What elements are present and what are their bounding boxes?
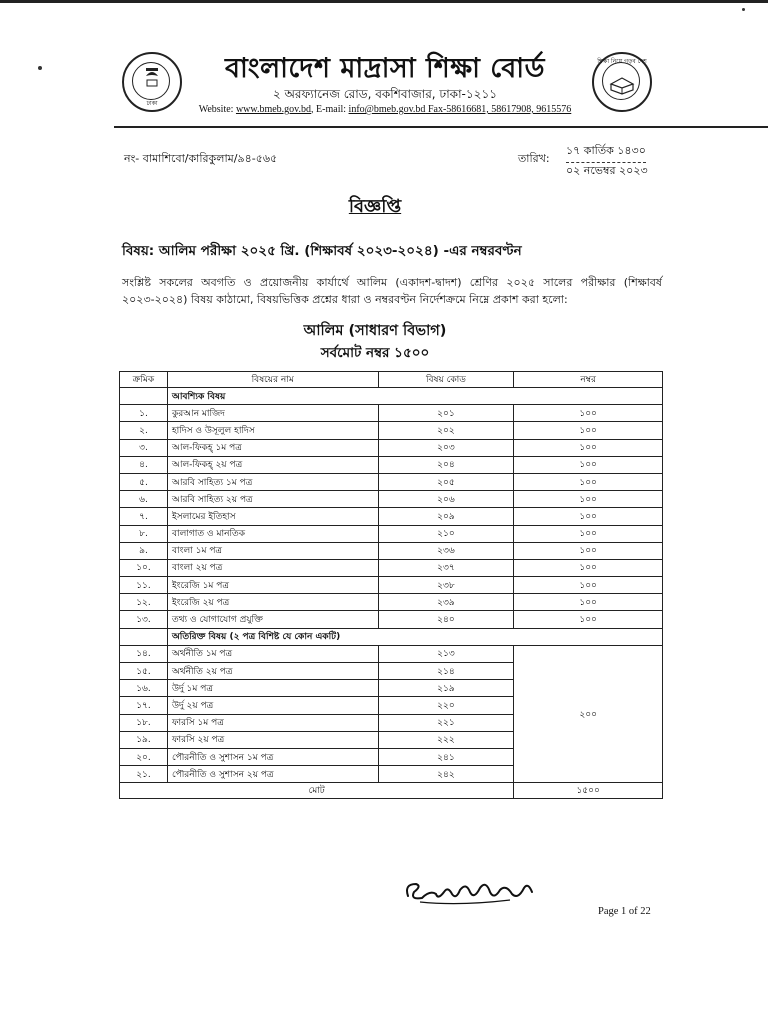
row-serial: ১৮.: [120, 714, 168, 731]
table-row: [120, 456, 663, 473]
row-subject: ইংরেজি ২য় পত্র: [167, 594, 378, 611]
row-code: ২২১: [378, 714, 514, 731]
row-subject: উর্দু ১ম পত্র: [167, 680, 378, 697]
row-marks: ১০০: [514, 594, 663, 611]
group-row-optional: [120, 628, 663, 645]
table-row: [120, 525, 663, 542]
row-subject: অর্থনীতি ২য় পত্র: [167, 663, 378, 680]
row-serial: ২১.: [120, 766, 168, 783]
row-marks: ১০০: [514, 525, 663, 542]
right-seal-text: শিক্ষা নিয়ে গড়ব দেশ: [597, 58, 647, 65]
row-code: ২০২: [378, 422, 514, 439]
row-code: ২৪০: [378, 611, 514, 628]
table-row: [120, 422, 663, 439]
total-row: [120, 783, 663, 799]
header-marks: নম্বর: [514, 372, 663, 388]
row-code: ২১৩: [378, 645, 514, 662]
date-bangla: ১৭ কার্তিক ১৪৩০: [566, 142, 646, 163]
scan-speck: [38, 66, 42, 70]
notice-subject: বিষয়: আলিম পরীক্ষা ২০২৫ খ্রি. (শিক্ষাবর্ষ ২০২৩-২০২৪) -এর নম্বরবণ্টন: [122, 243, 522, 259]
board-address: ২ অরফ্যানেজ রোড, বকশিবাজার, ঢাকা-১২১১: [272, 87, 498, 101]
row-serial: ২০.: [120, 748, 168, 765]
row-marks: ১০০: [514, 611, 663, 628]
row-code: ২০৬: [378, 491, 514, 508]
row-code: ২৩৭: [378, 559, 514, 576]
email-link[interactable]: info@bmeb.gov.bd: [348, 104, 426, 115]
row-serial: ১২.: [120, 594, 168, 611]
row-serial: ৩.: [120, 439, 168, 456]
row-code: ২৩৯: [378, 594, 514, 611]
top-border: [0, 0, 768, 3]
row-serial: ১৯.: [120, 731, 168, 748]
website-link[interactable]: www.bmeb.gov.bd: [235, 104, 312, 115]
row-subject: আরবি সাহিত্য ২য় পত্র: [167, 491, 378, 508]
row-marks: ১০০: [514, 542, 663, 559]
row-subject: ইসলামের ইতিহাস: [167, 508, 378, 525]
row-serial: ২.: [120, 422, 168, 439]
group-label: আবশ্যিক বিষয়: [167, 388, 662, 405]
row-serial: ৭.: [120, 508, 168, 525]
row-serial: ৫.: [120, 473, 168, 490]
date-english: ০২ নভেম্বর ২০২৩: [566, 164, 648, 177]
group-blank: [120, 628, 168, 645]
contact-line: [150, 104, 620, 115]
row-serial: ১৬.: [120, 680, 168, 697]
row-code: ২০১: [378, 405, 514, 422]
email-label: , E-mail:: [311, 104, 349, 115]
header-code: বিষয় কোড: [378, 372, 514, 388]
row-code: ২৪২: [378, 766, 514, 783]
row-marks: ১০০: [514, 422, 663, 439]
row-serial: ১.: [120, 405, 168, 422]
row-serial: ১৫.: [120, 663, 168, 680]
row-serial: ১০.: [120, 559, 168, 576]
group-marks: ২০০: [514, 645, 663, 783]
notice-heading: বিজ্ঞপ্তি: [348, 196, 402, 217]
scan-speck: [742, 8, 745, 11]
section-total: সর্বমোট নম্বর ১৫০০: [320, 345, 430, 361]
row-serial: ১৪.: [120, 645, 168, 662]
row-subject: উর্দু ২য় পত্র: [167, 697, 378, 714]
row-code: ২২২: [378, 731, 514, 748]
row-code: ২২০: [378, 697, 514, 714]
row-serial: ১১.: [120, 577, 168, 594]
group-label: অতিরিক্ত বিষয় (২ পত্র বিশিষ্ট যে কোন একটি): [167, 628, 662, 645]
row-subject: ইংরেজি ১ম পত্র: [167, 577, 378, 594]
row-subject: ফারসি ১ম পত্র: [167, 714, 378, 731]
row-subject: বাংলা ১ম পত্র: [167, 542, 378, 559]
date-label: তারিখ:: [518, 152, 550, 165]
row-marks: ১০০: [514, 439, 663, 456]
row-code: ২৩৮: [378, 577, 514, 594]
row-code: ২৩৬: [378, 542, 514, 559]
fax-numbers: Fax-58616681, 58617908, 9615576: [425, 104, 572, 115]
header-divider: [114, 126, 768, 128]
row-marks: ১০০: [514, 577, 663, 594]
row-marks: ১০০: [514, 508, 663, 525]
row-subject: পৌরনীতি ও সুশাসন ১ম পত্র: [167, 748, 378, 765]
notice-paragraph: সংশ্লিষ্ট সকলের অবগতি ও প্রয়োজনীয় কার্যার্থে আলিম (একাদশ-দ্বাদশ) শ্রেণির ২০২৫ সালের পরীক্ষার (শিক্ষাবর্ষ ২০২৩-২০২৪) বিষয় কাঠামো, বিষয়ভিত্তিক প্রশ্নের ধারা ও নম্বরবণ্টন নির্দেশক্রমে নিম্নে প্রকাশ করা হলো:: [122, 276, 662, 306]
row-subject: বালাগাত ও মানতিক: [167, 525, 378, 542]
marks-table: [119, 371, 663, 799]
row-serial: ৬.: [120, 491, 168, 508]
row-subject: তথ্য ও যোগাযোগ প্রযুক্তি: [167, 611, 378, 628]
table-row: [120, 491, 663, 508]
row-marks: ১০০: [514, 491, 663, 508]
table-row: [120, 559, 663, 576]
row-serial: ৯.: [120, 542, 168, 559]
row-serial: ৮.: [120, 525, 168, 542]
page-number: Page 1 of 22: [598, 906, 651, 917]
row-subject: পৌরনীতি ও সুশাসন ২য় পত্র: [167, 766, 378, 783]
row-serial: ১৩.: [120, 611, 168, 628]
table-header-row: [120, 372, 663, 388]
table-row: [120, 577, 663, 594]
board-title: বাংলাদেশ মাদ্রাসা শিক্ষা বোর্ড: [225, 53, 545, 84]
row-subject: হাদিস ও উসূলুল হাদিস: [167, 422, 378, 439]
group-row-compulsory: [120, 388, 663, 405]
header-subject: বিষয়ের নাম: [167, 372, 378, 388]
section-title: আলিম (সাধারণ বিভাগ): [303, 323, 447, 339]
total-label: মোট: [120, 783, 514, 799]
table-row: [120, 473, 663, 490]
table-row: [120, 405, 663, 422]
row-code: ২০৪: [378, 456, 514, 473]
row-code: ২১৪: [378, 663, 514, 680]
table-row: [120, 594, 663, 611]
memo-reference: নং- বামাশিবো/কারিকুলাম/৯৪-৫৬৫: [124, 152, 278, 165]
table-row: [120, 508, 663, 525]
row-serial: ১৭.: [120, 697, 168, 714]
row-marks: ১০০: [514, 456, 663, 473]
row-marks: ১০০: [514, 473, 663, 490]
table-row: [120, 439, 663, 456]
row-subject: বাংলা ২য় পত্র: [167, 559, 378, 576]
row-code: ২০৯: [378, 508, 514, 525]
row-subject: আল-ফিকহ্ ১ম পত্র: [167, 439, 378, 456]
table-row: [120, 611, 663, 628]
row-code: ২০৩: [378, 439, 514, 456]
left-seal-text: ঢাকা: [146, 100, 158, 107]
row-marks: ১০০: [514, 559, 663, 576]
row-serial: ৪.: [120, 456, 168, 473]
signature-icon: [400, 870, 550, 910]
row-subject: আল-ফিকহ্ ২য় পত্র: [167, 456, 378, 473]
row-marks: ১০০: [514, 405, 663, 422]
total-value: ১৫০০: [514, 783, 663, 799]
row-subject: কুরআন মাজিদ: [167, 405, 378, 422]
row-subject: অর্থনীতি ১ম পত্র: [167, 645, 378, 662]
row-code: ২১৯: [378, 680, 514, 697]
row-code: ২৪১: [378, 748, 514, 765]
row-code: ২০৫: [378, 473, 514, 490]
row-subject: আরবি সাহিত্য ১ম পত্র: [167, 473, 378, 490]
row-subject: ফারসি ২য় পত্র: [167, 731, 378, 748]
table-row: [120, 542, 663, 559]
header-serial: ক্রমিক: [120, 372, 168, 388]
table-row: [120, 645, 663, 662]
row-code: ২১০: [378, 525, 514, 542]
website-label: Website:: [198, 104, 236, 115]
